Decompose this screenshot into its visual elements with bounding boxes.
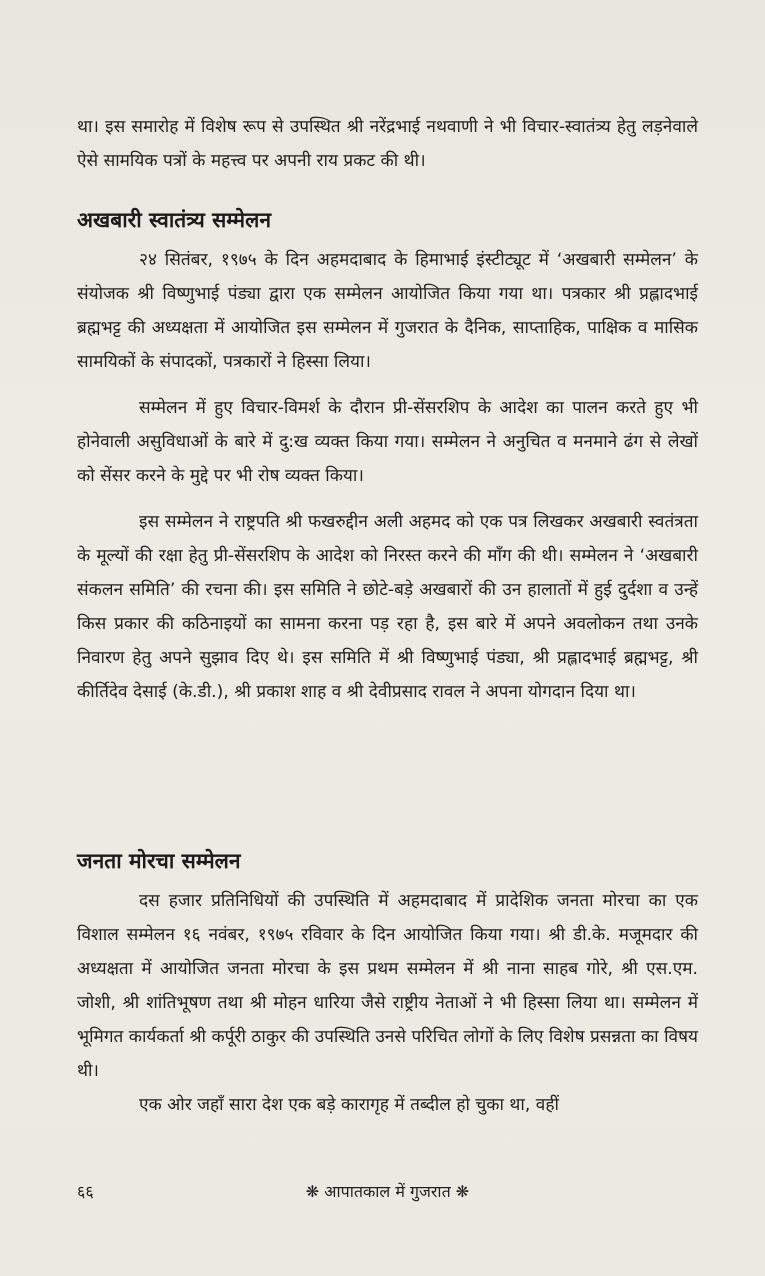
section-heading-press-freedom-conference: अखबारी स्वातंत्र्य सम्मेलन [77, 208, 272, 232]
page-number: ६६ [77, 1182, 94, 1201]
section-janata-morcha-body [77, 884, 698, 1122]
opening-text-block [77, 110, 698, 178]
paragraph: सम्मेलन में हुए विचार-विमर्श के दौरान प्री-सेंसरशिप के आदेश का पालन करते हुए भी होनेवाली असुविधाओं के बारे में दु:ख व्यक्त किया गया। सम्मेलन ने अनुचित व मनमाने ढंग से लेखों को सेंसर करने के मुद्दे पर भी रोष व्यक्त किया। [77, 398, 698, 486]
opening-paragraph: था। इस समारोह में विशेष रूप से उपस्थित श्री नरेंद्रभाई नथवाणी ने भी विचार-स्वातंत्र्य हेतु लड़नेवाले ऐसे सामयिक पत्रों के महत्त्व पर अपनी राय प्रकट की थी। [77, 117, 698, 171]
paragraph: इस सम्मेलन ने राष्ट्रपति श्री फखरुद्दीन अली अहमद को एक पत्र लिखकर अखबारी स्वतंत्रता के मूल्यों की रक्षा हेतु प्री-सेंसरशिप के आदेश को निरस्त करने की माँग की थी। सम्मेलन ने ‘अखबारी संकलन समिति’ की रचना की। इस समिति ने छोटे-बड़े अखबारों की उन हालातों में हुई दुर्दशा व उन्हें किस प्रकार की कठिनाइयों का सामना करना पड़ रहा है, इस बारे में अपने अवलोकन तथा उनके निवारण हेतु अपने सुझाव दिए थे। इस समिति में श्री विष्णुभाई पंड्या, श्री प्रह्लादभाई ब्रह्मभट्ट, श्री कीर्तिदेव देसाई (के.डी.), श्री प्रकाश शाह व श्री देवीप्रसाद रावल ने अपना योगदान दिया था। [77, 512, 698, 702]
running-footer-title: ❋ आपातकाल में गुजरात ❋ [305, 1182, 470, 1201]
page-footer [77, 1180, 698, 1210]
paragraph: एक ओर जहाँ सारा देश एक बड़े कारागृह में तब्दील हो चुका था, वहीं [139, 1095, 559, 1115]
paragraph: २४ सितंबर, १९७५ के दिन अहमदाबाद के हिमाभाई इंस्टीट्यूट में ‘अखबारी सम्मेलन’ के संयोजक श्री विष्णुभाई पंड्या द्वारा एक सम्मेलन आयोजित किया गया था। पत्रकार श्री प्रह्लादभाई ब्रह्मभट्ट की अध्यक्षता में आयोजित इस सम्मेलन में गुजरात के दैनिक, साप्ताहिक, पाक्षिक व मासिक सामयिकों के संपादकों, पत्रकारों ने हिस्सा लिया। [77, 250, 698, 372]
paragraph: दस हजार प्रतिनिधियों की उपस्थिति में अहमदाबाद में प्रादेशिक जनता मोरचा का एक विशाल सम्मेलन १६ नवंबर, १९७५ रविवार के दिन आयोजित किया गया। श्री डी.के. मजूमदार की अध्यक्षता में आयोजित जनता मोरचा के इस प्रथम सम्मेलन में श्री नाना साहब गोरे, श्री एस.एम. जोशी, श्री शांतिभूषण तथा श्री मोहन धारिया जैसे राष्ट्रीय नेताओं ने भी हिस्सा लिया था। सम्मेलन में भूमिगत कार्यकर्ता श्री कर्पूरी ठाकुर की उपस्थिति उनसे परिचित लोगों के लिए विशेष प्रसन्नता का विषय थी। [77, 891, 698, 1081]
section-heading-janata-morcha-conference: जनता मोरचा सम्मेलन [77, 849, 241, 873]
section-press-freedom-body [77, 243, 698, 709]
